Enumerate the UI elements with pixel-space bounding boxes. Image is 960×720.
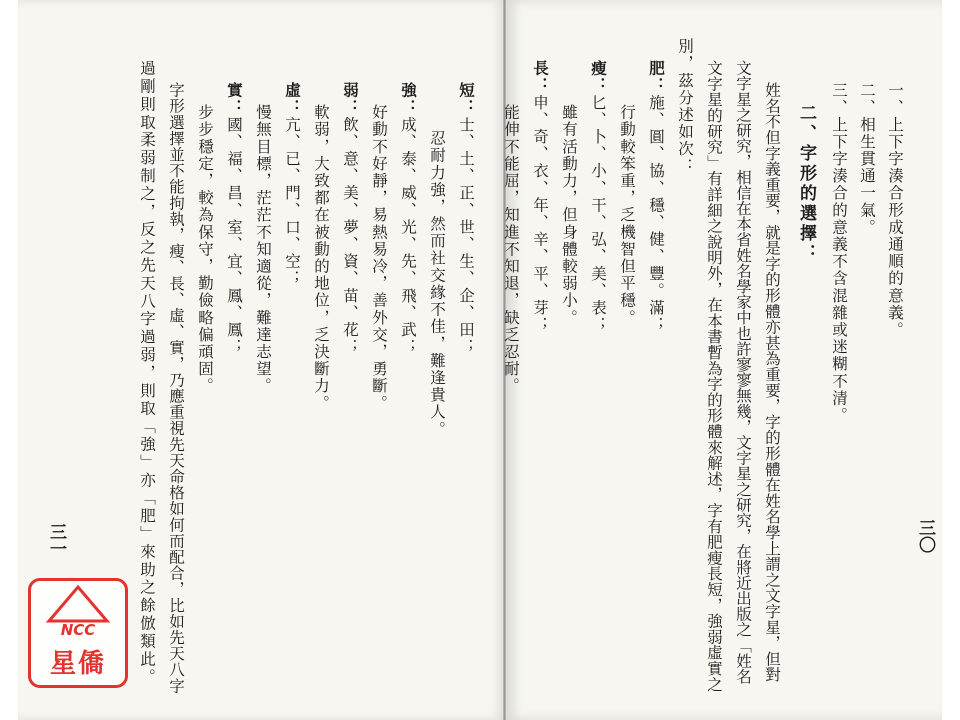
page-number-right: 三〇 <box>915 519 935 553</box>
left-col-5 <box>338 82 362 356</box>
right-col-11 <box>586 60 610 334</box>
stamp-sub-text: NCC <box>60 621 96 639</box>
ncc-watermark-stamp <box>28 578 128 688</box>
left-col-4 <box>367 104 391 412</box>
column-text: 字形選擇並不能拘執，瘦、長、虛、實，乃應重視先天命格如何而配合，比如先天八字 <box>167 82 185 694</box>
column-text: 能伸不能屈，知進不知退，缺乏忍耐。 <box>502 104 520 395</box>
column-text: 姓名不但字義重要，就是字的形體亦甚為重要，字的形體在姓名學上謂之文字星，但對 <box>763 82 781 683</box>
column-text: 過剛則取柔弱制之，反之先天八字過弱，則取「強」亦「肥」來助之餘倣類此。 <box>138 60 156 687</box>
column-text: 好動不好靜，易熱易冷，善外交，勇斷。 <box>370 104 388 412</box>
left-col-2 <box>425 130 449 438</box>
left-col-8 <box>251 104 275 395</box>
char-category-head: 強： <box>399 82 418 117</box>
right-col-5 <box>760 82 784 682</box>
left-col-3 <box>396 82 420 356</box>
stamp-main-text: 星僑 <box>49 649 106 679</box>
column-text: 飲、意、美、夢、資、苗、花； <box>341 116 359 356</box>
page-number-left: 三一 <box>46 523 66 557</box>
column-text: 忍耐力強，然而社交緣不佳，難逢貴人。 <box>428 130 446 438</box>
char-category-head: 短： <box>457 82 476 117</box>
right-col-14 <box>499 104 523 395</box>
char-category-head: 瘦： <box>589 60 608 95</box>
left-col-7 <box>280 82 304 287</box>
column-text: 亢、已、門、口、空； <box>283 116 301 288</box>
left-col-10 <box>193 104 217 395</box>
char-category-head: 虛： <box>283 82 302 117</box>
char-category-head: 肥： <box>647 60 666 95</box>
column-text: 慢無目標，茫茫不知適從，難達志望。 <box>254 104 272 395</box>
left-col-6 <box>309 104 333 412</box>
section-title-text: 二、字形的選擇： <box>796 104 816 264</box>
char-category-head: 弱： <box>341 82 360 117</box>
column-text: 申、奇、衣、年、辛、平、芽； <box>531 94 549 334</box>
column-text: 別，茲分述如次： <box>676 38 694 175</box>
column-text: 文字星的研究」有詳細之說明外，在本書暫為字的形體來解述，字有肥瘦長短，強弱虛實之 <box>705 60 723 692</box>
char-category-head: 實： <box>225 82 244 117</box>
right-col-9 <box>644 60 668 334</box>
right-col-2 <box>855 82 879 236</box>
column-text: 成、泰、威、光、先、飛、武； <box>399 116 417 356</box>
char-category-head: 長： <box>531 60 550 95</box>
column-text: 三、上下字湊合的意義不含混雜或迷糊不清。 <box>830 82 848 424</box>
right-col-6 <box>731 60 755 684</box>
column-text: 文字星之研究，相信在本省姓名學家中也許寥寥無幾，文字星之研究，在將近出版之「姓名 <box>734 60 752 684</box>
column-text: 士、土、正、世、生、企、田； <box>457 116 475 356</box>
left-col-1 <box>454 82 478 356</box>
right-col-1 <box>883 82 907 339</box>
column-text: 二、相生貫通一氣。 <box>858 82 876 236</box>
column-text: 匕、卜、小、干、弘、美、表； <box>589 94 607 334</box>
right-col-10 <box>615 104 639 326</box>
column-text: 國、福、昌、室、宜、鳳、鳳； <box>225 116 243 356</box>
column-text: 施、圓、協、穩、健、豐。滿； <box>647 94 665 334</box>
right-col-13 <box>528 60 552 334</box>
column-text: 軟弱，大致都在被動的地位，乏決斷力。 <box>312 104 330 412</box>
right-col-12 <box>557 104 581 326</box>
column-text: 步步穩定，較為保守，勤儉略偏頑固。 <box>196 104 214 395</box>
section-title <box>794 104 818 264</box>
left-col-12 <box>135 60 159 687</box>
right-col-3 <box>827 82 851 424</box>
column-text: 行動較笨重，乏機智但平穩。 <box>618 104 636 327</box>
right-col-8 <box>673 38 697 175</box>
left-col-9 <box>222 82 246 356</box>
column-text: 一、上下字湊合形成通順的意義。 <box>886 82 904 339</box>
right-col-7 <box>702 60 726 692</box>
column-text: 雖有活動力，但身體較弱小。 <box>560 104 578 327</box>
left-col-11 <box>164 82 188 694</box>
